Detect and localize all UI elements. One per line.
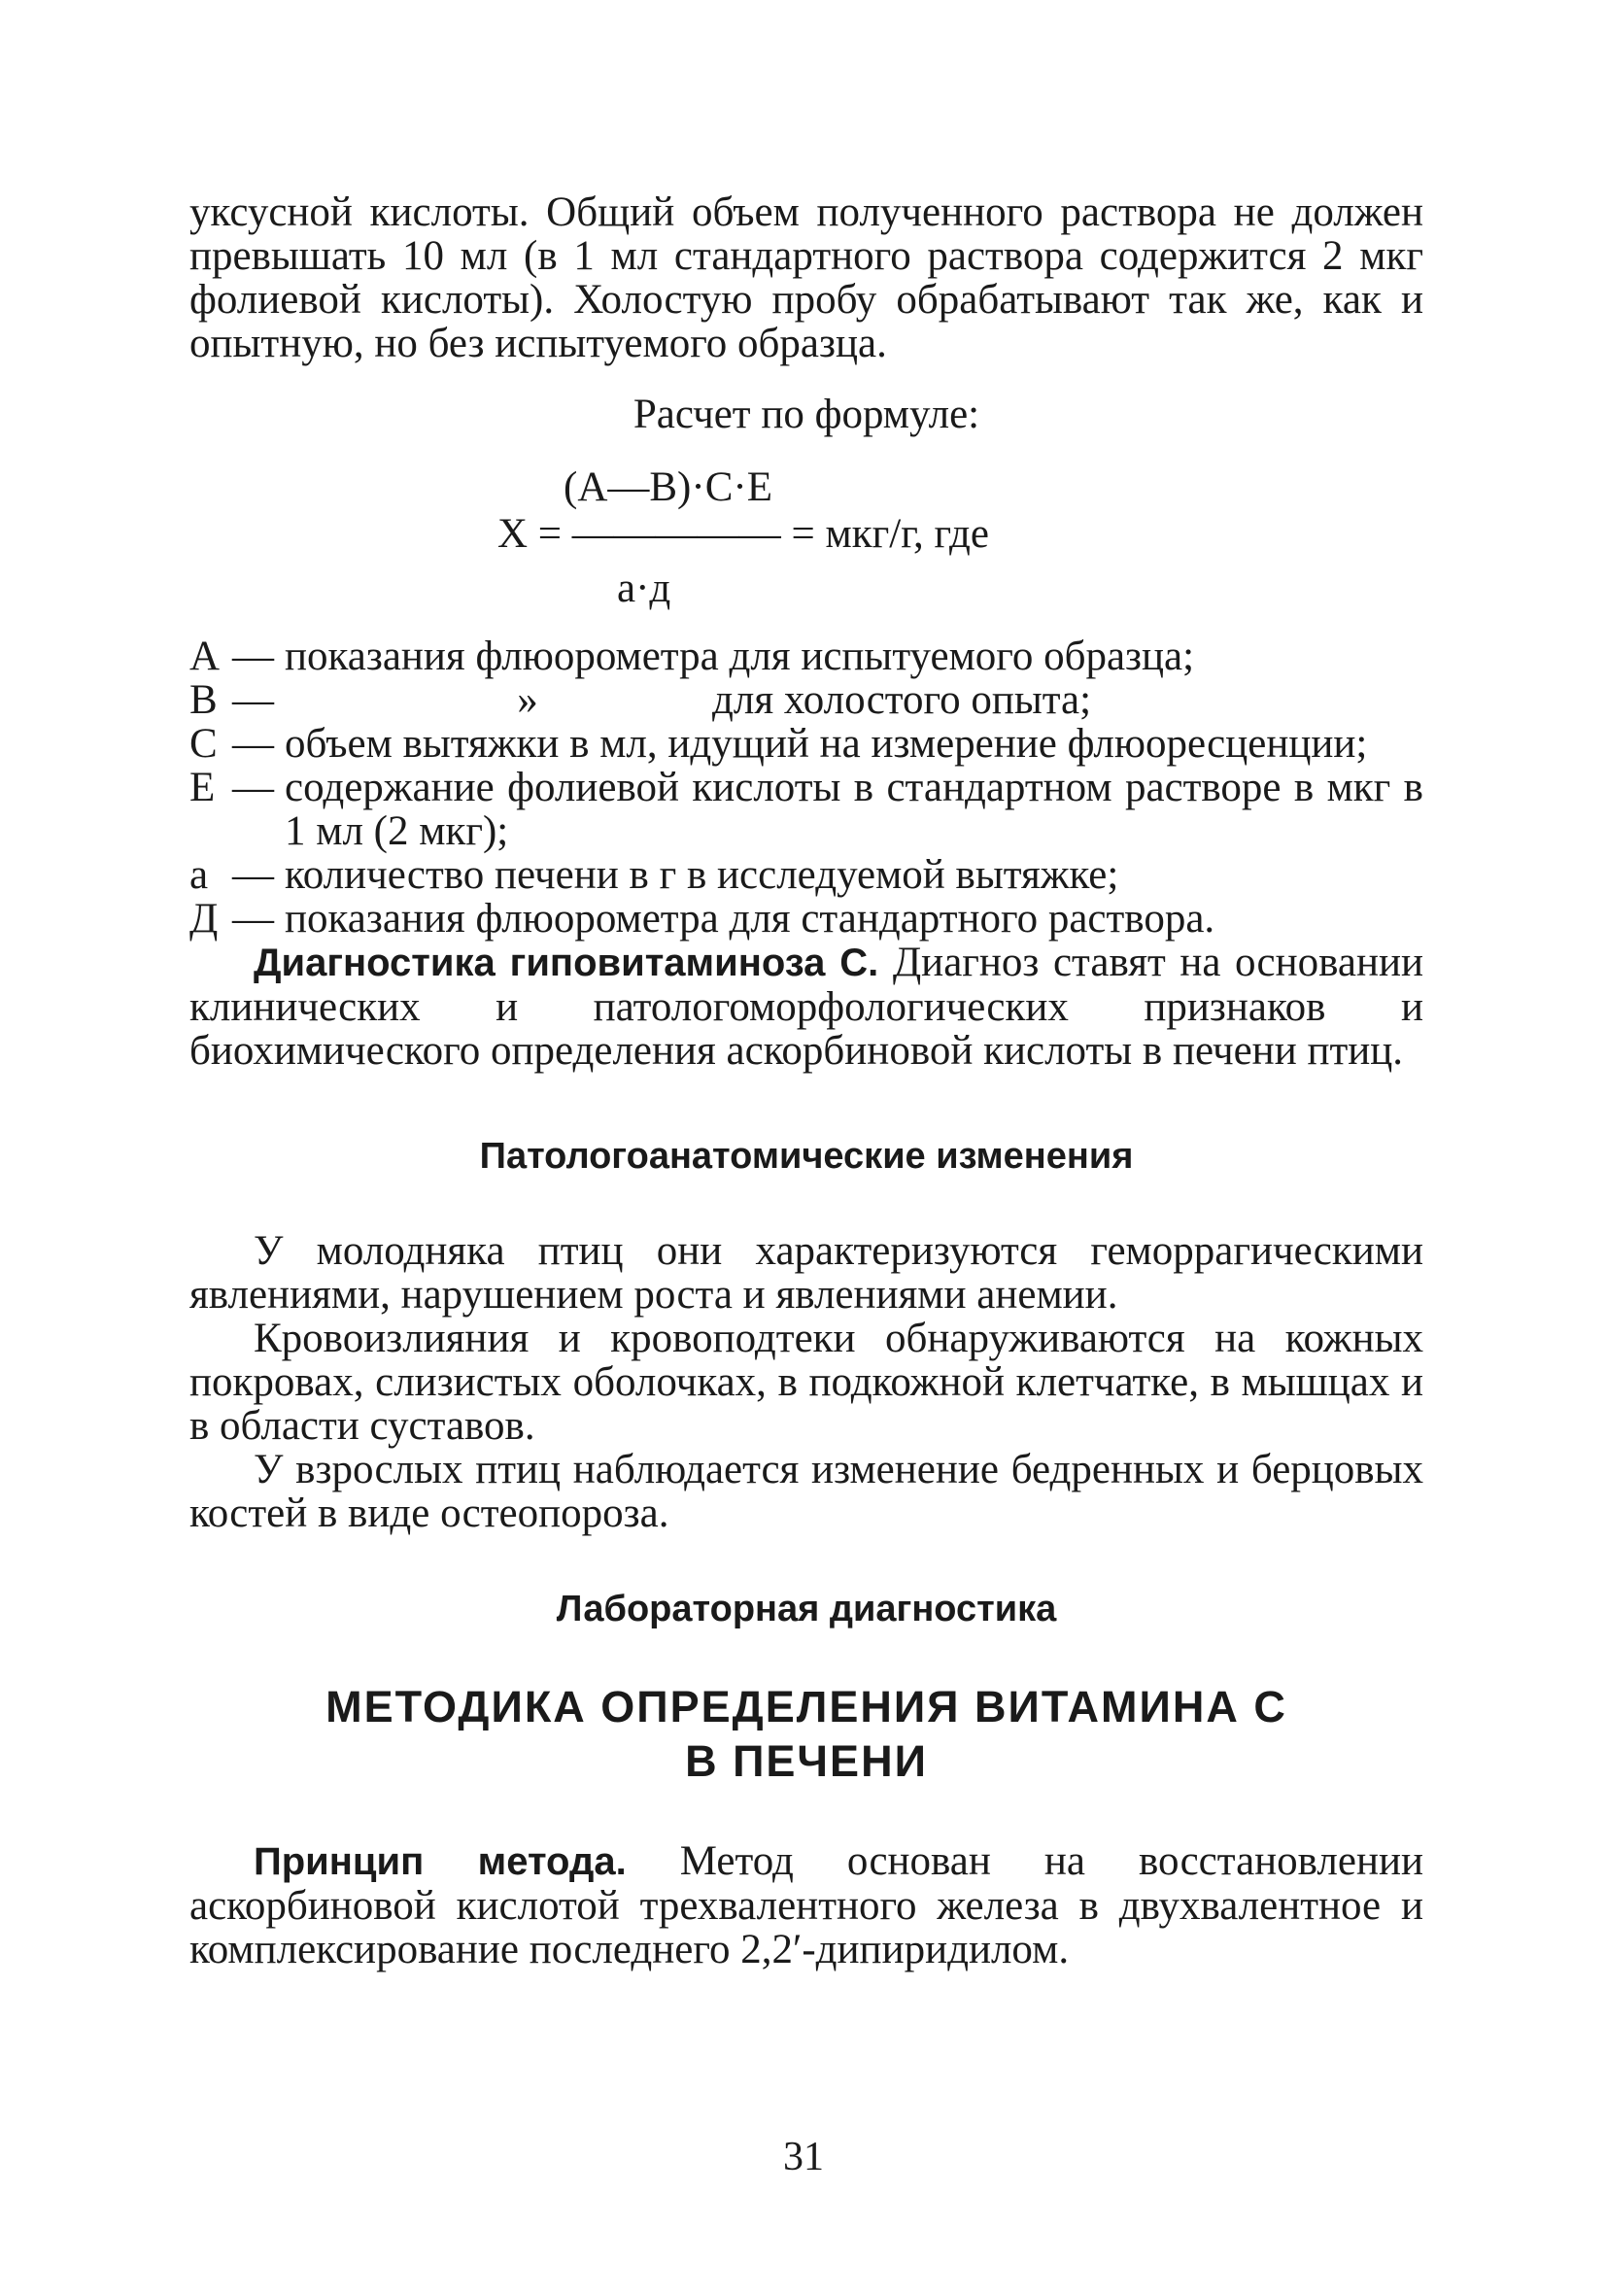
definition-text: показания флюорометра для испытуемого образца; (285, 634, 1195, 679)
diagnostics-text: Диагноз ставят на основании клинических и патологоморфологических признаков и биохимического определения аскорбиновой кислоты в печени птиц. (189, 940, 1423, 1074)
definition-symbol: E (189, 765, 216, 810)
definition-text: показания флюорометра для стандартного раствора. (285, 896, 1215, 942)
principle-text: Метод основан на восстановлении аскорбиновой кислотой трехвалентного железа в двухвалентное и комплексирование последнего 2,2′-дипиридилом. (189, 1838, 1423, 1972)
formula-numerator: (A—B)·C·E (564, 464, 772, 510)
definition-symbol: C (189, 721, 218, 767)
intro-paragraph: уксусной кислоты. Общий объем полученного раствора не должен превышать 10 мл (в 1 мл стандартного раствора содержится 2 мкг фолиевой кислоты). Холостую пробу обрабатывают так же, как и опытную, но без испытуемого образца. (189, 189, 1423, 366)
principle-paragraph (189, 1839, 1423, 1971)
page-number: 31 (783, 2135, 824, 2179)
definition-symbol: Д (189, 896, 219, 942)
definition-item (189, 897, 1423, 941)
definition-dash: — (232, 896, 274, 942)
chapter-title (189, 1680, 1423, 1789)
definition-dash: — (232, 721, 274, 767)
definition-dash: — (232, 677, 274, 723)
definition-text: для холостого опыта; (712, 677, 1092, 723)
diagnostics-lead: Диагностика гиповитаминоза С. (254, 942, 879, 984)
definition-symbol: A (189, 634, 221, 679)
formula-denominator: a·д (617, 565, 671, 611)
formula-line: X = ————— = мкг/г, где (497, 511, 989, 557)
principle-lead: Принцип метода. (254, 1840, 627, 1883)
definition-dash: — (232, 765, 274, 810)
formula-heading: Расчет по формуле: (633, 392, 980, 437)
definition-dash: — (232, 634, 274, 679)
definition-text: количество печени в г в исследуемой вытяжке; (285, 852, 1119, 898)
definition-item (189, 722, 1423, 766)
lab-heading: Лабораторная диагностика (556, 1589, 1057, 1629)
definition-item (189, 634, 1423, 678)
definition-text: объем вытяжки в мл, идущий на измерение флюоресценции; (285, 721, 1368, 767)
chapter-title-line: В ПЕЧЕНИ (685, 1736, 928, 1786)
definitions-list (189, 634, 1423, 941)
formula (189, 465, 1423, 631)
pathology-paragraph: Кровоизлияния и кровоподтеки обнаруживаются на кожных покровах, слизистых оболочках, в подкожной клетчатке, в мышцах и в области суставов. (189, 1316, 1423, 1449)
definition-item (189, 766, 1423, 853)
pathology-paragraph: У молодняка птиц они характеризуются геморрагическими явлениями, нарушением роста и явлениями анемии. (189, 1228, 1423, 1318)
pathology-heading: Патологоанатомические изменения (479, 1136, 1134, 1177)
chapter-title-line: МЕТОДИКА ОПРЕДЕЛЕНИЯ ВИТАМИНА С (325, 1682, 1287, 1731)
definition-dash: — (232, 852, 274, 898)
definition-symbol: a (189, 852, 209, 898)
definition-item (189, 678, 1423, 722)
definition-item (189, 853, 1423, 897)
pathology-paragraph: У взрослых птиц наблюдается изменение бедренных и берцовых костей в виде остеопороза. (189, 1447, 1423, 1536)
definition-text: содержание фолиевой кислоты в стандартном растворе в мкг в 1 мл (2 мкг); (285, 765, 1423, 854)
page-content (189, 190, 1423, 1971)
ditto-mark: » (517, 677, 538, 723)
definition-symbol: B (189, 677, 218, 723)
diagnostics-paragraph (189, 941, 1423, 1073)
